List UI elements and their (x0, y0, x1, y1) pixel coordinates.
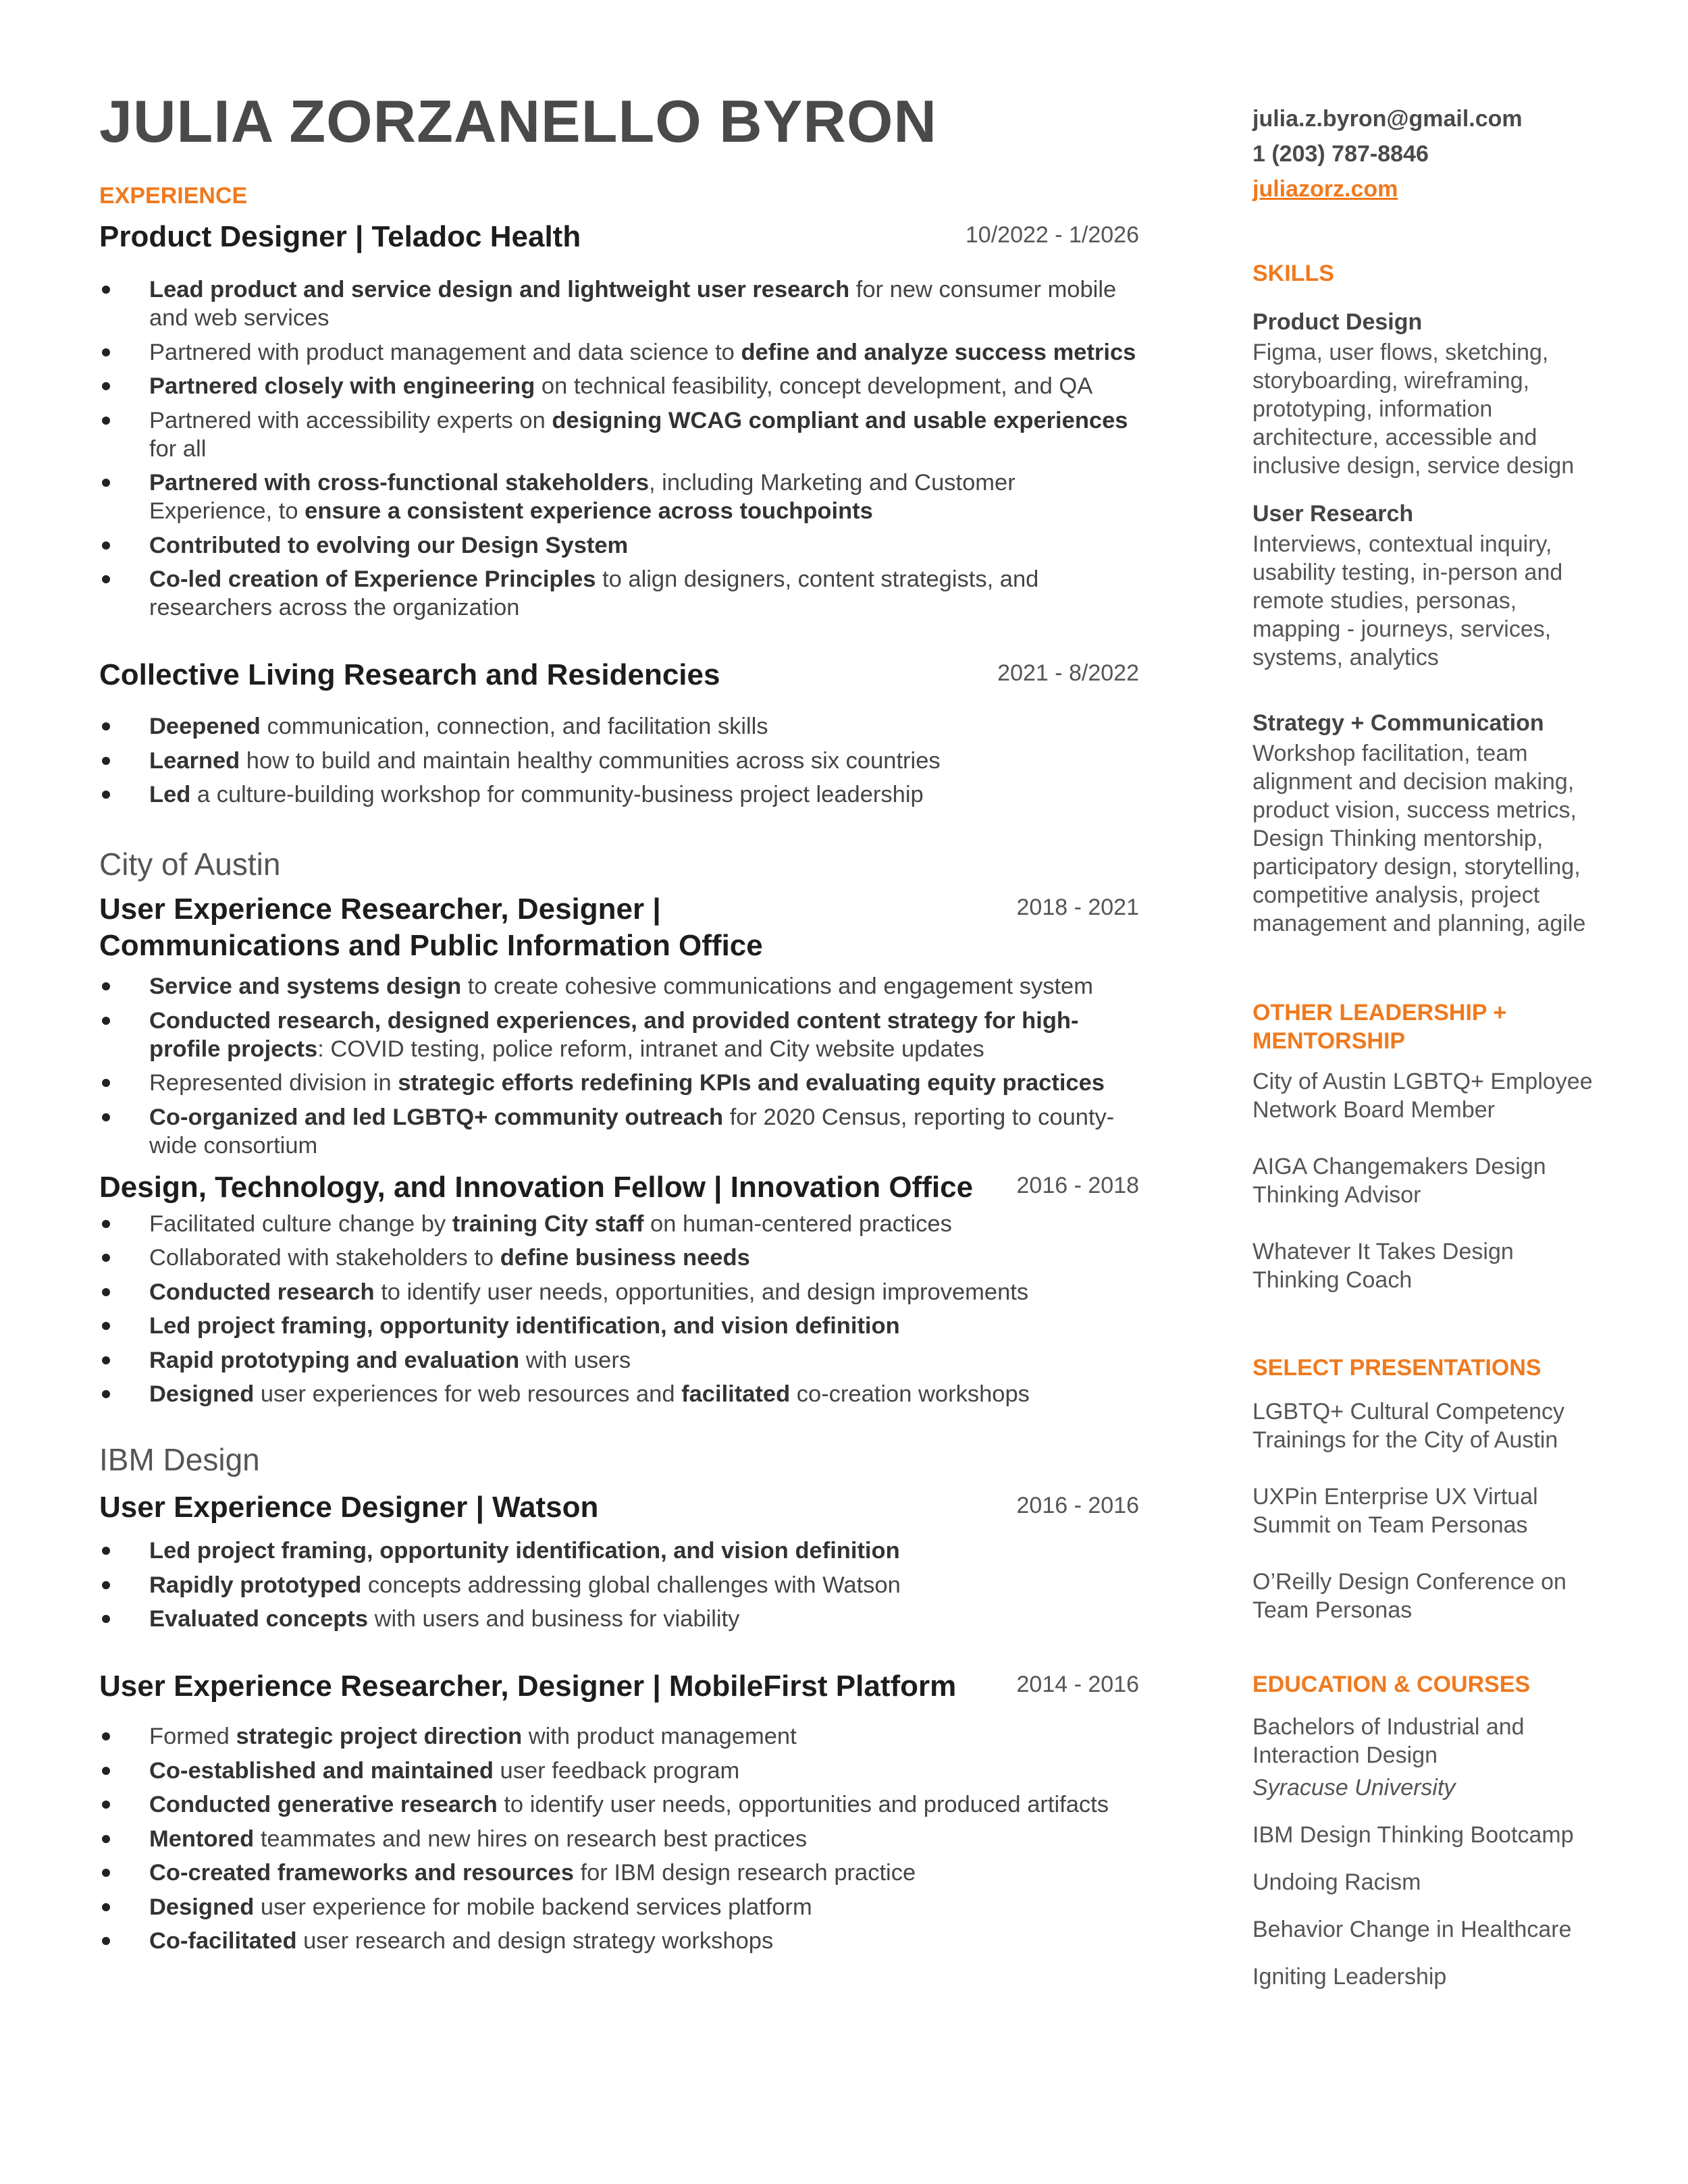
skill-head: User Research (1252, 501, 1414, 527)
bullet-text: concepts addressing global challenges with Watson (361, 1572, 901, 1598)
bullet-item (99, 712, 1139, 741)
bullet-text-bold: Led project framing, opportunity identification, and vision definition (149, 1538, 900, 1564)
bullet-dot-icon (102, 575, 110, 583)
bullet-text: to identify user needs, opportunities, and design improvements (374, 1279, 1029, 1305)
bullet-item (99, 1278, 1139, 1306)
job-title: Product Designer | Teladoc Health (99, 220, 581, 253)
bullet-text: communication, connection, and facilitation skills (260, 714, 768, 739)
bullet-text-bold: training City staff (452, 1210, 644, 1237)
skill-text: Figma, user flows, sketching, storyboarding, wireframing, prototyping, information architecture, accessible and inclusive design, service design (1252, 340, 1575, 479)
bullet-item (99, 1346, 1139, 1375)
education-school: Syracuse University (1252, 1775, 1456, 1801)
bullet-dot-icon (102, 1801, 110, 1809)
education-degree: Bachelors of Industrial and Interaction Design (1252, 1714, 1525, 1768)
bullet-dot-icon (102, 417, 110, 425)
bullet-text: Collaborated with stakeholders to (149, 1245, 500, 1271)
bullet-text: Represented division in (149, 1070, 398, 1096)
bullet-dot-icon (102, 1356, 110, 1364)
bullet-item (99, 338, 1139, 367)
bullet-text-bold: Co-facilitated (149, 1928, 297, 1954)
bullet-text: user experience for mobile backend services platform (254, 1894, 812, 1920)
bullet-text-bold: Rapid prototyping and evaluation (149, 1347, 520, 1373)
bullet-dot-icon (102, 1869, 110, 1877)
bullet-dot-icon (102, 1581, 110, 1589)
side-list-item: City of Austin LGBTQ+ Employee Network Board Member (1252, 1069, 1593, 1123)
bullet-item (99, 1893, 1139, 1921)
leadership-section-title: OTHER LEADERSHIP + MENTORSHIP (1252, 1000, 1507, 1054)
bullet-item (99, 1825, 1139, 1853)
job-austin-ux (99, 891, 1139, 1160)
bullet-text: a culture-building workshop for community-business project leadership (190, 782, 924, 807)
bullet-dot-icon (102, 479, 110, 487)
job-ibm-watson (99, 1489, 1139, 1633)
bullet-text-bold: ensure a consistent experience across touchpoints (305, 498, 873, 524)
bullet-item (99, 1537, 1139, 1565)
bullet-dot-icon (102, 1547, 110, 1555)
bullet-item (99, 747, 1139, 775)
education-section-title: EDUCATION & COURSES (1252, 1672, 1531, 1697)
contact-phone[interactable]: 1 (203) 787-8846 (1252, 141, 1429, 167)
presentations-list (1252, 1397, 1604, 1624)
bullet-list (99, 275, 1139, 622)
side-list-item: Igniting Leadership (1252, 1964, 1447, 1990)
bullet-dot-icon (102, 382, 110, 390)
bullet-text-bold: Co-created frameworks and resources (149, 1860, 574, 1886)
bullet-text: for 2020 Census, reporting to county-wide consortium (149, 1104, 1115, 1158)
bullet-dot-icon (102, 1220, 110, 1228)
bullet-text: user experiences for web resources and (254, 1381, 682, 1407)
job-title: Design, Technology, and Innovation Fellow | Innovation Office (99, 1170, 974, 1204)
bullet-text: with product management (522, 1724, 797, 1749)
bullet-text: to create cohesive communications and engagement system (461, 974, 1093, 999)
bullet-text: Partnered with product management and data science to (149, 339, 741, 365)
bullet-text-bold: Mentored (149, 1826, 255, 1852)
bullet-list (99, 1210, 1139, 1409)
bullet-item (99, 565, 1139, 622)
bullet-item (99, 372, 1139, 400)
bullet-dot-icon (102, 1937, 110, 1945)
side-list-item: Whatever It Takes Design Thinking Coach (1252, 1239, 1514, 1293)
bullet-dot-icon (102, 1079, 110, 1087)
skills-section-title: SKILLS (1252, 261, 1334, 286)
bullet-text-bold: Contributed to evolving our Design System (149, 532, 629, 558)
bullet-list (99, 972, 1139, 1160)
bullet-text: for all (149, 435, 207, 462)
side-list-item: IBM Design Thinking Bootcamp (1252, 1822, 1574, 1848)
bullet-item (99, 780, 1139, 809)
skill-text: Interviews, contextual inquiry, usability testing, in-person and remote studies, personas, mapping - journeys, services, systems, analytics (1252, 531, 1563, 670)
bullet-text: for new consumer mobile and web services (149, 277, 1117, 331)
bullet-text-bold: strategic efforts redefining KPIs and evaluating equity practices (398, 1070, 1105, 1096)
job-ibm-mobilefirst (99, 1668, 1139, 1955)
bullet-dot-icon (102, 722, 110, 730)
bullet-text-bold: Conducted generative research (149, 1792, 498, 1817)
experience-section-title: EXPERIENCE (99, 183, 248, 209)
bullet-text-bold: facilitated (681, 1381, 791, 1407)
bullet-text: how to build and maintain healthy communities across six countries (240, 747, 941, 774)
skill-head: Product Design (1252, 309, 1423, 335)
bullet-text: on technical feasibility, concept development, and QA (535, 373, 1093, 399)
bullet-item (99, 1927, 1139, 1955)
job-teladoc (99, 219, 1139, 622)
job-title: User Experience Researcher, Designer | MobileFirst Platform (99, 1670, 957, 1703)
job-austin-fellow (99, 1169, 1139, 1409)
bullet-list (99, 1722, 1139, 1955)
bullet-text-bold: Deepened (149, 714, 261, 739)
bullet-dot-icon (102, 348, 110, 356)
bullet-text-bold: Evaluated concepts (149, 1606, 369, 1632)
bullet-text: co-creation workshops (790, 1381, 1030, 1407)
bullet-dot-icon (102, 1903, 110, 1911)
bullet-item (99, 1722, 1139, 1751)
side-list-item: UXPin Enterprise UX Virtual Summit on Team Personas (1252, 1484, 1538, 1538)
job-dates: 10/2022 - 1/2026 (965, 222, 1139, 248)
bullet-item (99, 1007, 1139, 1063)
bullet-item (99, 1312, 1139, 1340)
bullet-text-bold: Co-organized and led LGBTQ+ community outreach (149, 1104, 724, 1130)
job-title: User Experience Designer | Watson (99, 1491, 599, 1524)
org-ibm-design: IBM Design (99, 1442, 260, 1477)
job-dates: 2014 - 2016 (1016, 1672, 1139, 1697)
bullet-text-bold: Conducted research (149, 1279, 375, 1305)
bullet-text-bold: Rapidly prototyped (149, 1572, 362, 1598)
bullet-text-bold: Service and systems design (149, 974, 462, 999)
bullet-dot-icon (102, 1254, 110, 1262)
bullet-text-bold: Partnered with cross-functional stakeholders (149, 470, 650, 496)
bullet-dot-icon (102, 791, 110, 799)
bullet-text-bold: strategic project direction (236, 1724, 523, 1749)
leadership-list (1252, 1067, 1604, 1294)
bullet-text-bold: Learned (149, 747, 240, 774)
bullet-list (99, 1537, 1139, 1633)
bullet-text-bold: Designed (149, 1381, 255, 1407)
bullet-text: Partnered with accessibility experts on (149, 407, 552, 433)
side-list-item: Behavior Change in Healthcare (1252, 1917, 1572, 1942)
job-dates: 2016 - 2018 (1016, 1172, 1139, 1198)
job-title: Collective Living Research and Residencies (99, 658, 720, 691)
bullet-dot-icon (102, 286, 110, 294)
bullet-item (99, 1210, 1139, 1238)
bullet-item (99, 1244, 1139, 1272)
bullet-item (99, 469, 1139, 525)
bullet-item (99, 1605, 1139, 1633)
bullet-dot-icon (102, 1732, 110, 1740)
contact-website-link[interactable]: juliazorz.com (1252, 176, 1398, 202)
bullet-text-bold: Led project framing, opportunity identification, and vision definition (149, 1313, 900, 1339)
side-list-item: LGBTQ+ Cultural Competency Trainings for the City of Austin (1252, 1399, 1565, 1453)
bullet-dot-icon (102, 1322, 110, 1330)
job-dates: 2016 - 2016 (1016, 1493, 1139, 1518)
bullet-text-bold: Co-established and maintained (149, 1757, 494, 1784)
side-list-item: AIGA Changemakers Design Thinking Advisor (1252, 1154, 1546, 1208)
bullet-text: user research and design strategy workshops (296, 1928, 774, 1954)
bullet-dot-icon (102, 1767, 110, 1775)
skill-strategy (1252, 707, 1604, 938)
bullet-text: on human-centered practices (643, 1210, 952, 1237)
bullet-text-bold: designing WCAG compliant and usable experiences (552, 407, 1128, 433)
bullet-dot-icon (102, 1835, 110, 1843)
main-column (99, 84, 1139, 1961)
bullet-text: with users and business for viability (368, 1606, 740, 1632)
bullet-item (99, 1103, 1139, 1160)
bullet-text-bold: Lead product and service design and lightweight user research (149, 277, 850, 302)
bullet-dot-icon (102, 1615, 110, 1623)
bullet-dot-icon (102, 541, 110, 550)
bullet-text-bold: Conducted research, designed experiences, and provided content strategy for high-profile projects (149, 1007, 1079, 1062)
job-title: User Experience Researcher, Designer | Communications and Public Information Office (99, 893, 763, 962)
courses-list (1252, 1821, 1604, 1991)
bullet-text-bold: define business needs (500, 1245, 750, 1271)
bullet-dot-icon (102, 1017, 110, 1025)
side-list-item: O’Reilly Design Conference on Team Personas (1252, 1569, 1566, 1623)
bullet-dot-icon (102, 1288, 110, 1296)
bullet-dot-icon (102, 1390, 110, 1398)
bullet-item (99, 1571, 1139, 1599)
bullet-text: : COVID testing, police reform, intranet and City website updates (317, 1036, 984, 1062)
bullet-item (99, 531, 1139, 560)
candidate-name: JULIA ZORZANELLO BYRON (99, 88, 937, 155)
bullet-text-bold: define and analyze success metrics (741, 339, 1136, 365)
bullet-item (99, 1757, 1139, 1785)
bullet-text: Formed (149, 1724, 236, 1749)
bullet-text-bold: Partnered closely with engineering (149, 373, 535, 399)
bullet-text: Facilitated culture change by (149, 1210, 452, 1237)
job-collective-living (99, 657, 1139, 809)
skill-product-design (1252, 306, 1604, 480)
skill-user-research (1252, 498, 1604, 672)
job-dates: 2021 - 8/2022 (997, 660, 1139, 686)
bullet-dot-icon (102, 982, 110, 990)
bullet-item (99, 406, 1139, 463)
bullet-item (99, 1859, 1139, 1887)
bullet-text: user feedback program (493, 1757, 740, 1784)
bullet-dot-icon (102, 757, 110, 765)
bullet-text: to align designers, content strategists, and researchers across the organization (149, 566, 1039, 620)
bullet-text-bold: Designed (149, 1894, 255, 1920)
bullet-item (99, 275, 1139, 332)
side-list-item: Undoing Racism (1252, 1869, 1421, 1895)
bullet-item (99, 1069, 1139, 1097)
sidebar (1252, 101, 1604, 1991)
bullet-text: teammates and new hires on research best practices (254, 1826, 808, 1852)
bullet-dot-icon (102, 1113, 110, 1121)
org-city-of-austin: City of Austin (99, 847, 281, 882)
skill-text: Workshop facilitation, team alignment and decision making, product vision, success metrics, Design Thinking mentorship, participatory design, storytelling, competitive analysis, project management and planning, agile (1252, 741, 1586, 936)
bullet-text: with users (519, 1347, 631, 1373)
bullet-text-bold: Co-led creation of Experience Principles (149, 566, 596, 592)
bullet-list (99, 712, 1139, 809)
bullet-text: , including Marketing and Customer Experience, to (149, 470, 1016, 524)
bullet-text-bold: Led (149, 782, 191, 807)
skill-head: Strategy + Communication (1252, 710, 1544, 736)
bullet-text: for IBM design research practice (573, 1860, 916, 1886)
job-dates: 2018 - 2021 (1016, 895, 1139, 920)
bullet-item (99, 1380, 1139, 1408)
presentations-section-title: SELECT PRESENTATIONS (1252, 1355, 1541, 1381)
bullet-text: to identify user needs, opportunities and produced artifacts (497, 1792, 1109, 1817)
bullet-item (99, 1790, 1139, 1819)
bullet-item (99, 972, 1139, 1001)
contact-email[interactable]: julia.z.byron@gmail.com (1252, 106, 1523, 132)
